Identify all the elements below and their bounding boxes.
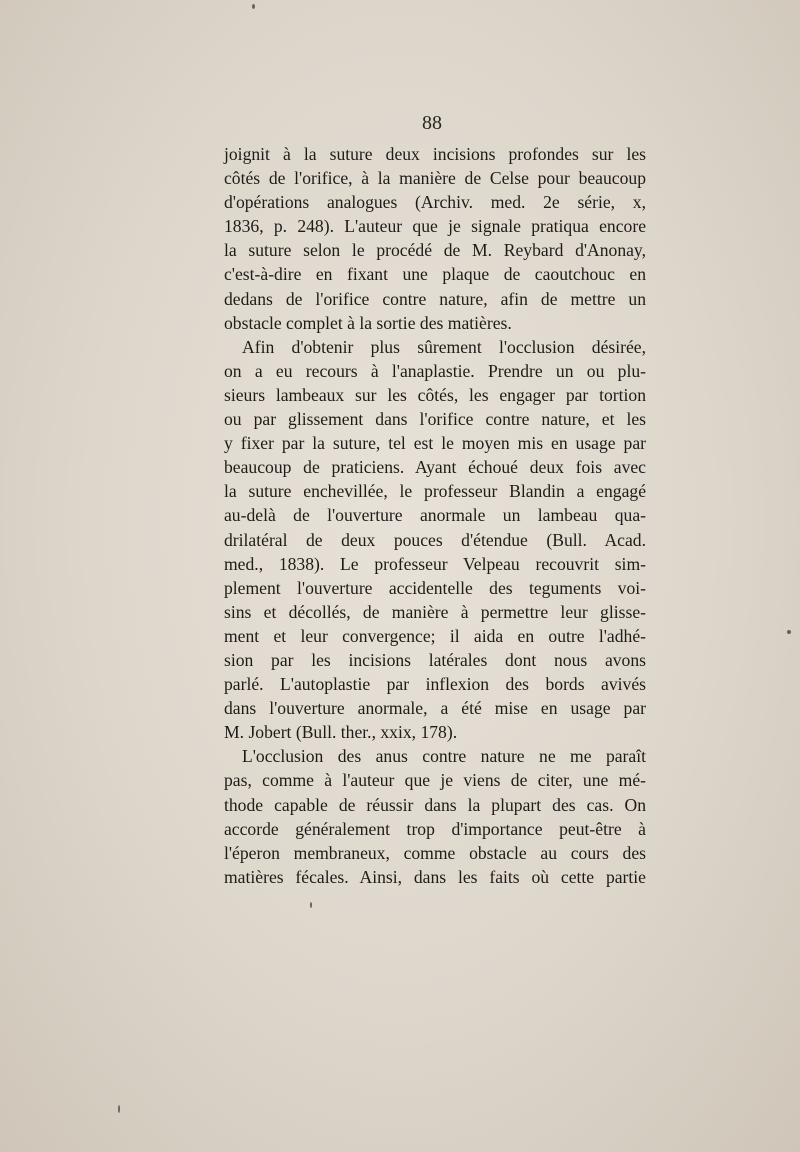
text-line: ment et leur convergence; il aida en outre l'adhé- (224, 625, 646, 646)
body-text (224, 142, 646, 889)
paragraph-end-line: M. Jobert (Bull. ther., xxix, 178). (224, 722, 458, 743)
text-line: thode capable de réussir dans la plupart des cas. On (224, 794, 646, 815)
text-line: drilatéral de deux pouces d'étendue (Bull. Acad. (224, 529, 646, 550)
text-line: l'éperon membraneux, comme obstacle au cours des (224, 842, 646, 863)
text-line: beaucoup de praticiens. Ayant échoué deux fois avec (224, 457, 646, 478)
page-number: 88 (422, 112, 442, 134)
text-line: plement l'ouverture accidentelle des teguments voi- (224, 577, 646, 598)
text-line: côtés de l'orifice, à la manière de Celse pour beaucoup (224, 168, 646, 189)
text-line: sion par les incisions latérales dont nous avons (224, 649, 646, 670)
paper-speck (310, 902, 312, 908)
text-line: y fixer par la suture, tel est le moyen mis en usage par (224, 433, 646, 454)
text-line: 1836, p. 248). L'auteur que je signale pratiqua encore (224, 216, 646, 237)
paragraph-end-line: obstacle complet à la sortie des matières. (224, 312, 512, 333)
text-line: parlé. L'autoplastie par inflexion des bords avivés (224, 674, 646, 695)
text-line: on a eu recours à l'anaplastie. Prendre un ou plu- (224, 360, 646, 381)
text-line: pas, comme à l'auteur que je viens de citer, une mé- (224, 770, 646, 791)
text-line: matières fécales. Ainsi, dans les faits où cette partie (224, 866, 646, 887)
paragraph-start-line: Afin d'obtenir plus sûrement l'occlusion désirée, (242, 336, 646, 357)
text-line: accorde généralement trop d'importance peut-être à (224, 818, 646, 839)
paper-speck (787, 630, 791, 634)
text-line: sins et décollés, de manière à permettre leur glisse- (224, 601, 646, 622)
text-line: d'opérations analogues (Archiv. med. 2e série, x, (224, 192, 646, 213)
paragraph-start-line: L'occlusion des anus contre nature ne me paraît (242, 746, 646, 767)
text-line: dans l'ouverture anormale, a été mise en usage par (224, 698, 646, 719)
text-line: sieurs lambeaux sur les côtés, les engager par tortion (224, 384, 646, 405)
text-line: med., 1838). Le professeur Velpeau recouvrit sim- (224, 553, 646, 574)
text-line: la suture enchevillée, le professeur Blandin a engagé (224, 481, 646, 502)
text-line: ou par glissement dans l'orifice contre nature, et les (224, 409, 646, 430)
paper-speck (252, 4, 255, 9)
paper-speck (118, 1105, 120, 1113)
text-line: c'est-à-dire en fixant une plaque de caoutchouc en (224, 264, 646, 285)
text-line: joignit à la suture deux incisions profondes sur les (224, 144, 646, 164)
text-line: au-delà de l'ouverture anormale un lambeau qua- (224, 505, 646, 526)
text-line: la suture selon le procédé de M. Reybard d'Anonay, (224, 240, 646, 261)
text-line: dedans de l'orifice contre nature, afin de mettre un (224, 288, 646, 309)
